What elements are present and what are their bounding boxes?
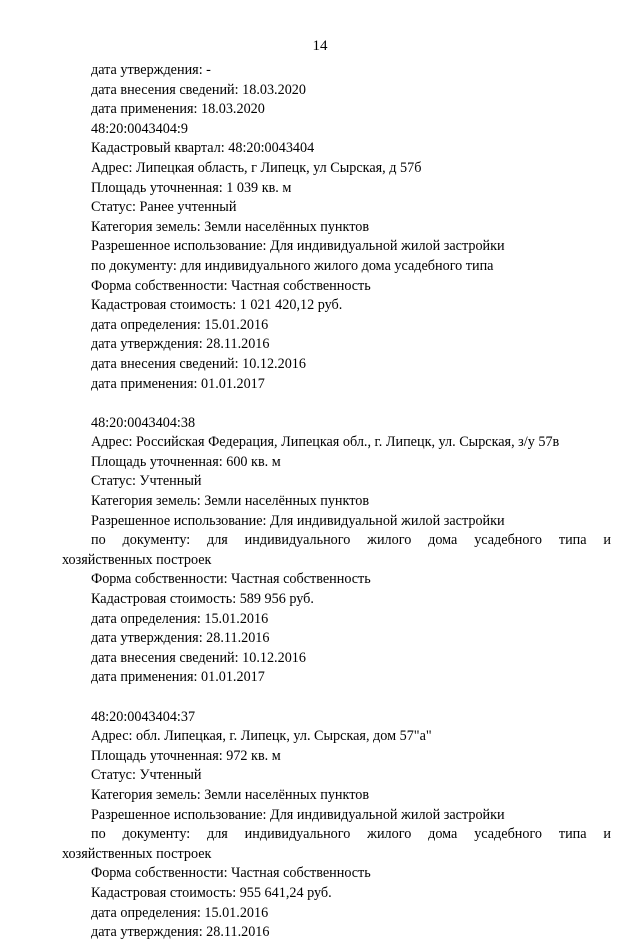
document-line: Кадастровый квартал: 48:20:0043404 xyxy=(91,140,315,157)
document-line: дата определения: 15.01.2016 xyxy=(91,610,269,627)
document-line: дата определения: 15.01.2016 xyxy=(91,904,269,921)
document-line: по документу: для индивидуального жилого дома усадебного типа и xyxy=(91,532,611,549)
document-line: дата утверждения: - xyxy=(91,62,211,78)
document-line: Категория земель: Земли населённых пунктов xyxy=(91,218,370,235)
document-line: дата утверждения: 28.11.2016 xyxy=(91,924,270,941)
document-line: Статус: Учтенный xyxy=(91,473,202,490)
document-line: дата внесения сведений: 10.12.2016 xyxy=(91,649,306,666)
document-line: Разрешенное использование: Для индивидуальной жилой застройки xyxy=(91,238,505,255)
document-line: Разрешенное использование: Для индивидуальной жилой застройки xyxy=(91,512,505,529)
document-line: Кадастровая стоимость: 589 956 руб. xyxy=(91,591,314,608)
document-line: дата внесения сведений: 10.12.2016 xyxy=(91,355,306,372)
blank-line xyxy=(62,688,611,708)
document-line: Категория земель: Земли населённых пунктов xyxy=(91,493,370,510)
document-line: хозяйственных построек xyxy=(62,551,212,568)
page-number: 14 xyxy=(312,38,328,54)
document-line: Кадастровая стоимость: 955 641,24 руб. xyxy=(91,884,332,901)
document-line: дата применения: 01.01.2017 xyxy=(91,669,265,686)
document-line: Категория земель: Земли населённых пунктов xyxy=(91,786,370,803)
document-line: дата применения: 01.01.2017 xyxy=(91,375,265,392)
document-line: 48:20:0043404:38 xyxy=(91,414,196,431)
document-line: дата утверждения: 28.11.2016 xyxy=(91,336,270,353)
document-line: Площадь уточненная: 1 039 кв. м xyxy=(91,179,292,196)
document-line: Площадь уточненная: 972 кв. м xyxy=(91,747,281,764)
document-line: Адрес: обл. Липецкая, г. Липецк, ул. Сырская, дом 57"а" xyxy=(91,728,432,745)
blank-line xyxy=(62,394,611,414)
document-line: Форма собственности: Частная собственность xyxy=(91,865,371,882)
document-line: Кадастровая стоимость: 1 021 420,12 руб. xyxy=(91,297,343,314)
document-line: по документу: для индивидуального жилого дома усадебного типа xyxy=(91,257,494,274)
document-line: дата применения: 18.03.2020 xyxy=(91,101,265,118)
document-line: Площадь уточненная: 600 кв. м xyxy=(91,453,281,470)
document-line: Форма собственности: Частная собственность xyxy=(91,277,371,294)
document-line: Статус: Ранее учтенный xyxy=(91,199,237,216)
document-line: по документу: для индивидуального жилого дома усадебного типа и xyxy=(91,826,611,843)
document-line: 48:20:0043404:37 xyxy=(91,708,196,725)
document-line: Адрес: Российская Федерация, Липецкая обл., г. Липецк, ул. Сырская, з/у 57в xyxy=(91,434,560,451)
document-line: дата внесения сведений: 18.03.2020 xyxy=(91,81,306,98)
document-line: 48:20:0043404:9 xyxy=(91,120,188,137)
document-line: дата определения: 15.01.2016 xyxy=(91,316,269,333)
document-body xyxy=(62,61,611,943)
document-line: дата утверждения: 28.11.2016 xyxy=(91,630,270,647)
document-line: хозяйственных построек xyxy=(62,845,212,862)
document-line: Разрешенное использование: Для индивидуальной жилой застройки xyxy=(91,806,505,823)
document-line: Форма собственности: Частная собственность xyxy=(91,571,371,588)
document-line: Адрес: Липецкая область, г Липецк, ул Сырская, д 57б xyxy=(91,159,422,176)
document-line: Статус: Учтенный xyxy=(91,767,202,784)
